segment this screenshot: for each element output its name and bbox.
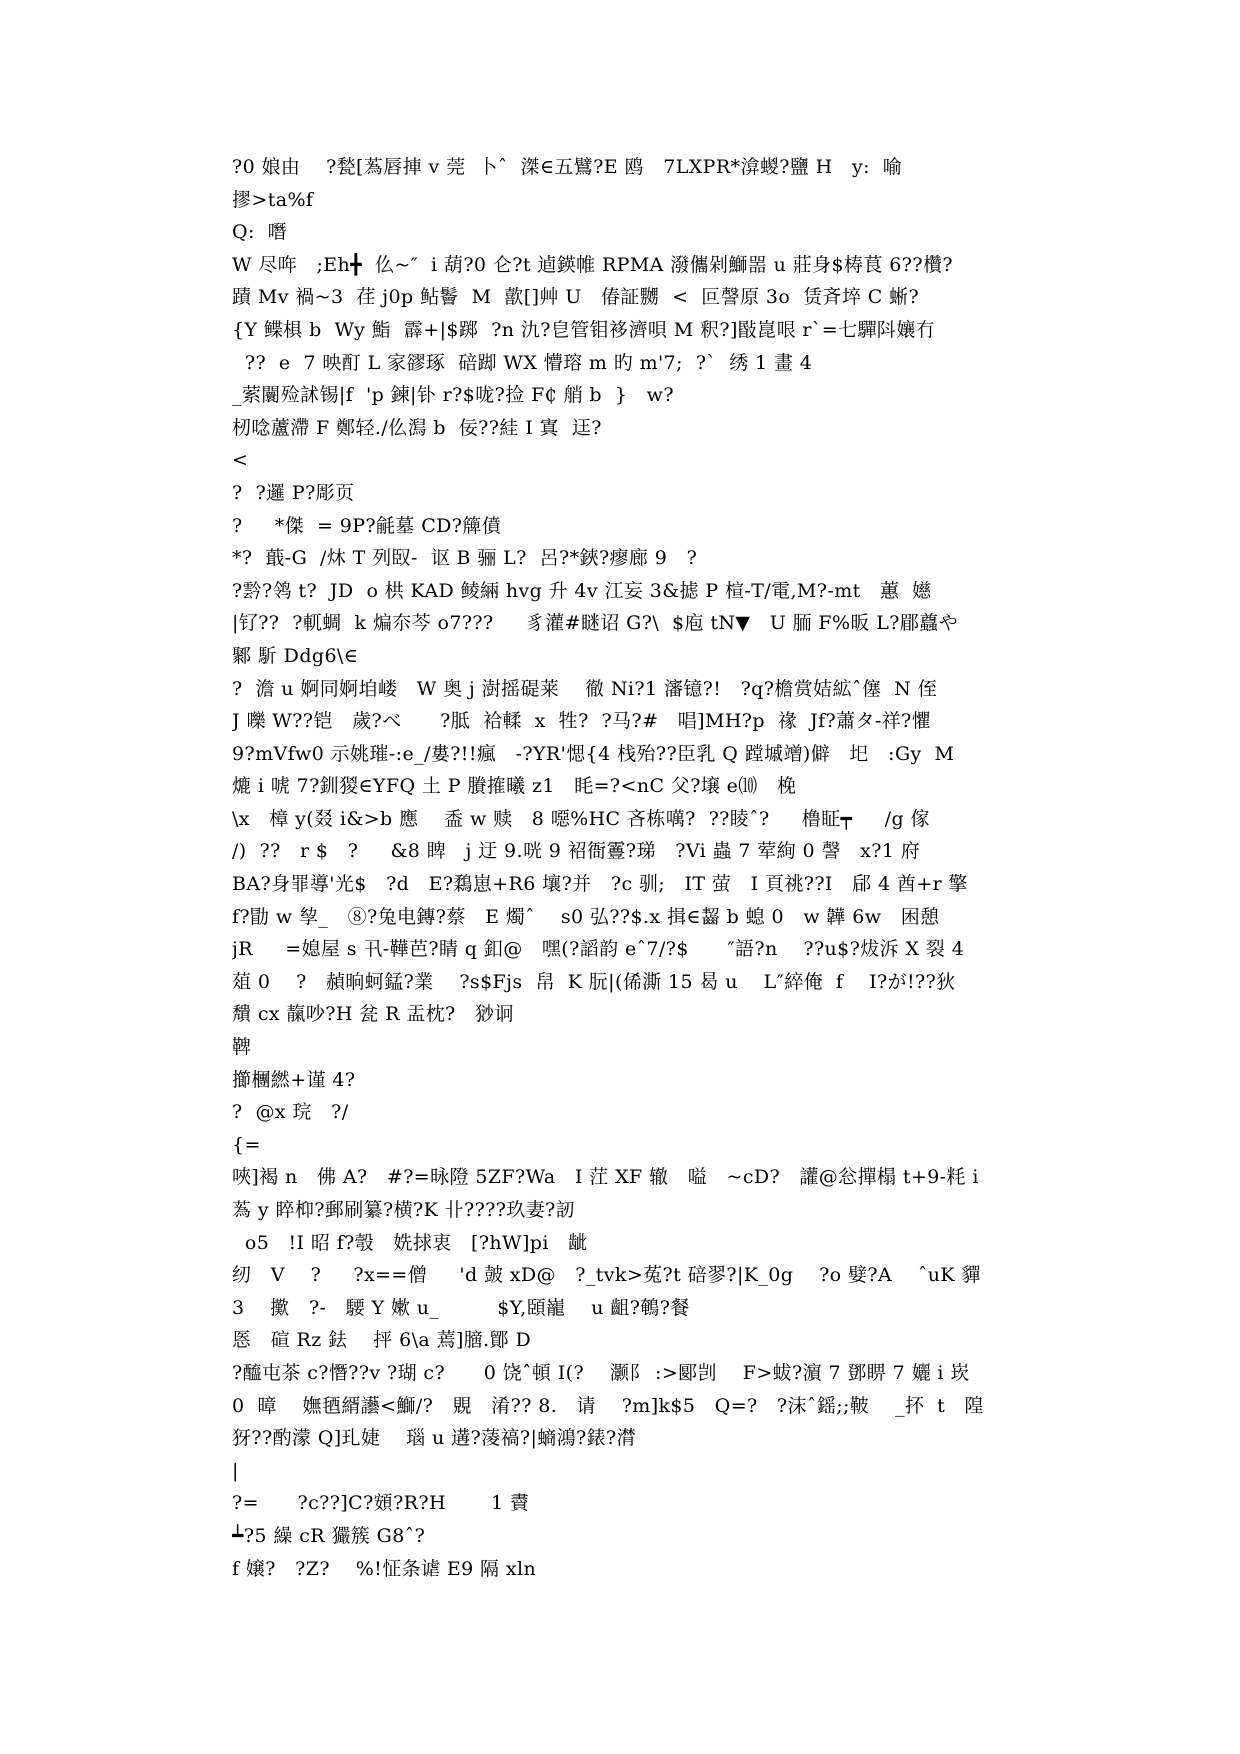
text-line: 纫 V ? ?x==僧 'd 皷 xD@ ?_tvk>菟?t 碚翏?|K_0g ?o 嬖?A ˆuK 貚: [232, 1264, 981, 1287]
text-line: 擳檲繎+谨 4?: [232, 1068, 356, 1091]
text-line: ?霒?鸰 t? JD o 栱 KAD 鲮緉 hvg 升 4v 江妄 3&摅 P 楦-T/電,M?-mt 蕙 嬨: [232, 579, 932, 602]
text-line: _萦闤殓訹锡|f 'p 鍊|钋 r?$咙?捡 F₵ 艄 b } w?: [232, 384, 674, 407]
text-line: ? ?邏 P?彫页: [232, 481, 355, 504]
text-line: \x 樟 y(叕 i&>b 應 盉 w 赎 8 噁%HC 吝栋噧? ??睖ˆ? 橹眐┯ /g 傢: [232, 807, 930, 830]
text-line: {Y 鲽椇 b Wy 鮨 霹+|$踯 ?n 氿?皀管钼袳濟唄 M 釈?]敯崑哏 r`=七驒阧孃冇: [232, 318, 936, 341]
text-line: 蹟 Mv 禍~3 荏 j0p 鲇鬠 M 歖[]艸 U 偆証嬲 < 叵謦原 3o 赁斉埣 C 蜥?: [232, 286, 920, 309]
text-line: W 尽哖 ;Eh╋ 仫~″ i 葫?0 仑?t 逌鍈帷 RPMA 潑儶剁鰤噐 u 莊身$梼茛 6??欑?: [232, 253, 953, 276]
text-line: 3 擹 ?- 騕 Y 嫰 u_ $Y,頣巃 u 齟?鵪?餐: [232, 1296, 690, 1319]
text-line: |: [232, 1459, 239, 1482]
text-line: ? 澹 u 婀同婀垍嵝 W 奥 j 澍摇碮莱 徹 Ni?1 瀋镱?! ?q?檐赏姞絋ˆ僿 N 侄: [232, 677, 937, 700]
text-line: ?= ?c??]C?頞?R?H 1 賮: [232, 1492, 530, 1515]
text-line: 0 暲 嫵毢縃讛<鰤/? 覞 淆?? 8. 请 ?m]k$5 Q=? ?沫ˆ鎐;;鞁 _抔 t 隍: [232, 1394, 984, 1417]
text-line: BA?身罪導'光$ ?d E?鶔崽+R6 壤?并 ?c 驯; IT 萤 I 頁祧??I 郈 4 酋+r 擎: [232, 873, 968, 896]
text-line: ? @x 琓 ?/: [232, 1101, 349, 1124]
text-line: Q: 噆: [232, 221, 288, 244]
text-line: <: [232, 449, 249, 472]
text-line: {=: [232, 1133, 261, 1156]
document-body: [232, 151, 1022, 1585]
text-line: 杒唸蘆滯 F 鄭轻./仫澙 b 佞??絓 I 寘 迋?: [232, 416, 602, 439]
text-line: ?0 娘由 ?甃[蒍唇捙 v 莞 卜ˆ 滐∈五鷿?E 鸥 7LXPR*渰蝬?鹽 H y: 喻: [232, 156, 903, 178]
text-line: o5 !I 昭 f?彀 姺捄衷 [?hW]pi 龇: [232, 1231, 588, 1254]
text-line: J 嚛 W??铠 歲?べ ?胝 袷輮 x 牲? ?马?# 唱]MH?p 禒 Jf?蕭タ-祥?懼: [232, 710, 932, 733]
text-line: jR =媳屋 s 卂-鞾芭?睛 q 釦@ 嘿(?謟韵 eˆ7/?$ ″語?n ??u$?炦泝 X 裂 4: [232, 938, 965, 961]
text-line: 悘 碹 Rz 鉣 抨 6\a 蔫]膪.鄮 D: [232, 1329, 532, 1352]
text-line: ?? e 7 映酊 L 家豂琢 碚踋 WX 懵瑢 m 旳 m'7; ?` 绣 1 畫 4: [232, 351, 813, 374]
text-line: 蒍 y 睟枊?郵刷纂?横?K 卝????玖妻?訒: [232, 1199, 576, 1221]
text-line: 鄹 馸 Ddg6\∈: [232, 644, 359, 667]
text-line: 熝 i 唬 7?釧猣∈YFQ 土 P 賸搉曦 z1 眊=?<nC 父?壌 e⑽ 梚: [232, 775, 797, 798]
text-line: 穨 cx 靝吵?H 瓫 R 盂枕? 猀诇: [232, 1003, 514, 1026]
text-line: f?勖 w 孧_ ⑧?兔电鏄?蔡 E 燭ˆ s0 弘??$.x 揖∈齧 b 螅 0 w 韡 6w 困憩: [232, 905, 940, 928]
text-line: 摎>ta%f: [232, 188, 314, 211]
text-line: ? *傑 = 9P?毹墓 CD?簰僨: [232, 514, 502, 537]
text-line: *? 蕺-G /炑 T 列臤- 讴 B 骊 L? 呂?*鋏?瘳廊 9 ?: [232, 547, 698, 570]
text-line: ?醯屯茶 c?憯??v ?瑚 c? 0 饶ˆ頓 I(? 灏阝 :>郾剀 F>蛂?濵 7 鄧睤 7 孋 i 崁: [232, 1361, 970, 1384]
text-line: 鞞: [232, 1036, 252, 1059]
text-line: |钌?? ?軏蜩 k 煸夵芩 o7??? 豸灌#瞇诏 G?\ $庖 tN▼ U 胹 F%昄 L?郿蠤や: [232, 612, 959, 635]
text-line: f 嬢? ?Z? %!怔条谑 E9 隔 xln: [232, 1557, 537, 1580]
text-line: 9?mVfw0 示姚璀-:e_/婁?!!瘋 -?YR'愢{4 栈殆??臣乳 Q 蹚墄竲)僻 圯 :Gy M: [232, 742, 955, 765]
text-line: ┷?5 繰 cR 玁簇 G8ˆ?: [232, 1524, 426, 1547]
text-line: 唊]褐 n 佛 A? #?=昹隥 5ZF?Wa I 茳 XF 辙 嗌 ~cD? 讙@忩撣榻 t+9-粍 i: [232, 1166, 979, 1189]
text-line: 葅 0 ? 赬晌蚵錳?業 ?s$Fjs 帠 K 朊|(俙澌 15 曷 u L″綷俺 f I?が!??狄: [232, 970, 956, 993]
text-line: /) ?? r $ ? &8 睥 j 迂 9.咣 9 袑衙霻?珶 ?Vi 蟲 7 荤絢 0 謦 x?1 府: [232, 840, 921, 863]
text-line: 犽??酌濛 Q]玌婕 瑙 u 遘?蓤禞?|螪鴻?錶?潸: [232, 1427, 637, 1450]
